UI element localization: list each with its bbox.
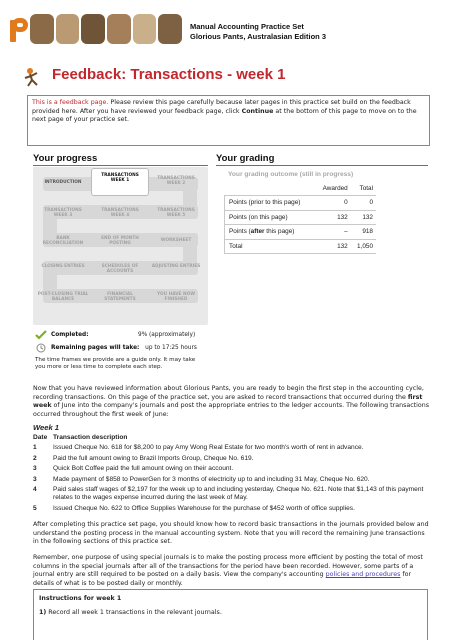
- week-heading: Week 1: [33, 423, 60, 432]
- checkmark-icon: [35, 330, 47, 340]
- table-row: 1 Issued Cheque No. 618 for $8,200 to pay Amy Wong Real Estate for two month's worth of rent in advance.: [33, 444, 364, 452]
- table-row: 3 Made payment of $858 to PowerGen for 3 months of electricity up to and including 31 May, Cheque No. 620.: [33, 475, 370, 483]
- remaining-row: [41, 345, 197, 351]
- practice-set-title: [190, 22, 326, 42]
- header-line-2: Glorious Pants, Australasian Edition 3: [190, 32, 326, 41]
- page-header: [0, 0, 452, 55]
- grading-row-awarded: 0: [315, 196, 351, 211]
- progress-step-bank-reconciliation: BANK RECONCILIATION: [42, 236, 84, 247]
- progress-step-finished: YOU HAVE NOW FINISHED: [157, 292, 195, 303]
- grading-title-rule: [216, 165, 428, 166]
- transactions-header-row: [33, 434, 425, 444]
- page-title-row: [22, 64, 442, 88]
- progress-step-post-closing-trial-balance: POST-CLOSING TRIAL BALANCE: [37, 292, 89, 303]
- grading-row-awarded: 132: [315, 239, 351, 254]
- date-column-header: Date: [33, 434, 48, 441]
- grading-row-on-page: [225, 210, 377, 225]
- description-column-header: Transaction description: [53, 434, 128, 441]
- progress-step-worksheet: WORKSHEET: [160, 238, 192, 243]
- grading-row-label: Total: [225, 239, 316, 254]
- special-journals-paragraph: Remember, one purpose of using special journals is to make the posting process more efficient by posting the total of most columns in the special journals after all of the transactions for the period have been recorded. However, some parts of a journal entry are still required to be posted on a daily basis. View the company's accounting policies and procedures for details of what is to be posted daily or monthly.: [33, 554, 423, 587]
- progress-step-transactions-week-3: TRANSACTIONS WEEK 3: [44, 208, 82, 219]
- total-column-header: Total: [351, 181, 376, 196]
- grading-header-row: [225, 181, 377, 196]
- grading-row-awarded: 132: [315, 210, 351, 225]
- progress-step-adjusting-entries: ADJUSTING ENTRIES: [151, 264, 201, 269]
- intro-paragraph: Now that you have reviewed information about Glorious Pants, you are ready to begin the first step in the accounting cycle, recording transactions. On this page of the practice set, you are asked to record transactions that occurred during the first week of June into the company's journals and post the appropriate entries to the ledger accounts. The following transactions occurred throughout the first week of June:: [33, 385, 430, 418]
- grading-table: [224, 181, 376, 254]
- progress-step-transactions-week-2: TRANSACTIONS WEEK 2: [157, 176, 195, 187]
- grading-row-total: 0: [351, 196, 376, 211]
- grading-section-title: Your grading: [216, 153, 275, 164]
- time-frame-note: The time frames we provide are a guide only. It may take you more or less time to complete each step.: [35, 357, 196, 371]
- feedback-notice-lead: This is a feedback page.: [32, 99, 109, 106]
- grading-row-total: 132: [351, 210, 376, 225]
- table-row: 3 Quick Bolt Coffee paid the full amount owing on their account.: [33, 465, 234, 473]
- progress-section-title: Your progress: [33, 153, 98, 164]
- grading-row-label: Points (prior to this page): [225, 196, 316, 211]
- policies-and-procedures-link[interactable]: policies and procedures: [325, 571, 401, 579]
- transactions-table: [33, 434, 425, 515]
- feedback-notice-continue: Continue: [241, 107, 274, 115]
- table-row: 5 Issued Cheque No. 622 to Office Supplies Warehouse for the purchase of $452 worth of office supplies.: [33, 504, 355, 512]
- header-line-1: Manual Accounting Practice Set: [190, 22, 304, 31]
- remaining-label: Remaining pages will take:: [51, 345, 140, 351]
- progress-title-rule: [33, 165, 208, 166]
- remaining-value: up to 17:25 hours: [145, 345, 197, 351]
- progress-step-transactions-week-1: TRANSACTIONS WEEK 1: [101, 173, 139, 184]
- running-figure-icon: [22, 66, 44, 88]
- instructions-title: Instructions for week 1: [39, 595, 122, 602]
- instruction-item-1: 1) Record all week 1 transactions in the relevant journals.: [39, 609, 222, 616]
- grading-row-awarded: –: [315, 225, 351, 240]
- table-row: 4 Paid sales staff wages of $2,197 for the week up to and including yesterday, Cheque No. 621. Note that $1,143 of this payment relates to the wages expense incurred during the last week of May.: [33, 486, 424, 502]
- grading-outcome-header: Your grading outcome (still in progress): [228, 171, 354, 178]
- grading-row-label: Points (on this page): [225, 210, 316, 225]
- completed-value: 9% (approximately): [138, 332, 196, 338]
- progress-step-introduction: INTRODUCTION: [44, 180, 82, 185]
- completed-label: Completed:: [51, 332, 89, 338]
- grading-row-total: 1,050: [351, 239, 376, 254]
- progress-panel: [33, 167, 208, 373]
- puzzle-banner-image: [30, 14, 182, 44]
- progress-step-transactions-week-5: TRANSACTIONS WEEK 5: [157, 208, 195, 219]
- progress-step-schedules-of-accounts: SCHEDULES OF ACCOUNTS: [101, 264, 139, 275]
- completed-row: [41, 332, 196, 338]
- progress-step-financial-statements: FINANCIAL STATEMENTS: [104, 292, 136, 303]
- awarded-column-header: Awarded: [315, 181, 351, 196]
- grading-row-total: 918: [351, 225, 376, 240]
- feedback-notice-text-2: at the bottom of this page to move on to the next page of your practice set.: [32, 107, 417, 124]
- grading-row-prior: [225, 196, 377, 211]
- publisher-logo: [8, 16, 30, 42]
- feedback-notice-text-1: Please review this page carefully because later pages in this practice set build on the feedback provided here. After you have reviewed your feedback page, click: [32, 99, 411, 115]
- after-completing-paragraph: After completing this practice set page, you should know how to record basic transactions in the journals provided below and understand the posting process in the manual accounting system. Note that you will record the remaining June transactions in the following sections of this practice set.: [33, 521, 429, 546]
- clock-icon: [35, 343, 47, 353]
- feedback-notice: [27, 95, 430, 146]
- grading-row-total: [225, 239, 377, 254]
- page-title: Feedback: Transactions - week 1: [52, 66, 286, 83]
- table-row: 2 Paid the full amount owing to Brazil Imports Group, Cheque No. 619.: [33, 454, 254, 462]
- progress-step-transactions-week-4: TRANSACTIONS WEEK 4: [101, 208, 139, 219]
- grading-row-label: Points (after this page): [225, 225, 316, 240]
- instructions-box: [33, 589, 428, 640]
- grading-row-after: [225, 225, 377, 240]
- progress-step-closing-entries: CLOSING ENTRIES: [41, 264, 85, 269]
- progress-map: [33, 167, 208, 325]
- grading-panel: [224, 170, 376, 254]
- progress-step-end-of-month-posting: END OF MONTH POSTING: [101, 236, 139, 247]
